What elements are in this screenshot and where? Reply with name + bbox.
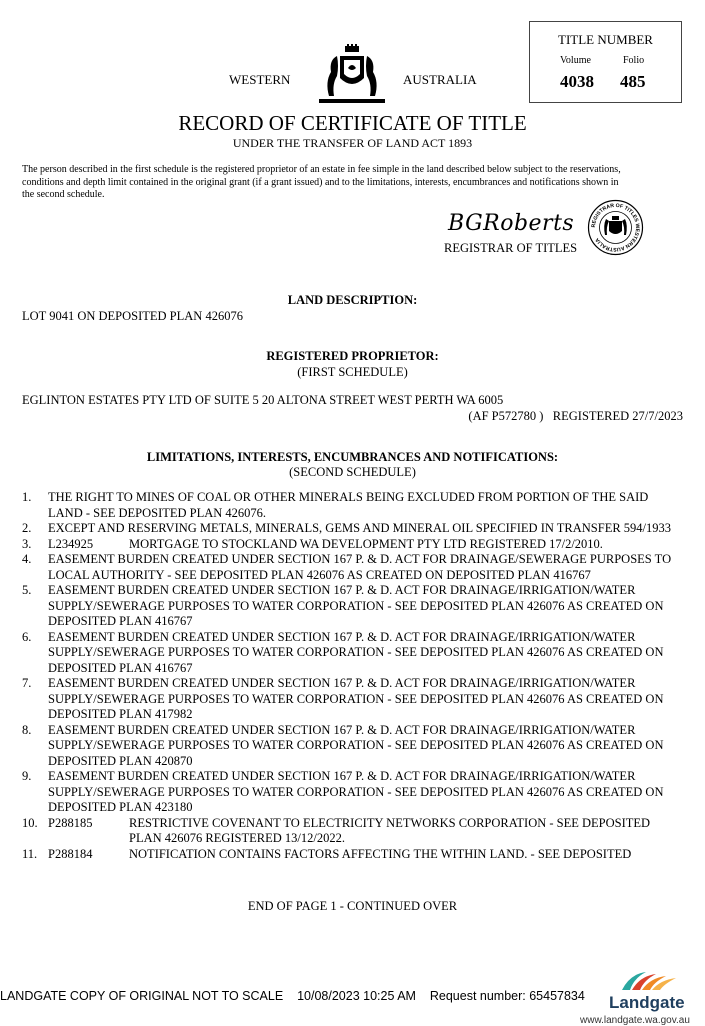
list-item [22,630,682,677]
item-number: 9. [22,769,32,783]
list-item [22,490,682,521]
item-text: EASEMENT BURDEN CREATED UNDER SECTION 167 P. & D. ACT FOR DRAINAGE/IRRIGATION/WATER SUPPLY/SEWERAGE PURPOSES TO WATER CORPORATION - SEE DEPOSITED PLAN 426076 AS CREATED ON DEPOSITED PLAN 423180 [48,769,664,814]
proprietor-name: EGLINTON ESTATES PTY LTD OF SUITE 5 20 ALTONA STREET WEST PERTH WA 6005 [22,393,504,407]
item-number: 4. [22,552,32,566]
header-western: WESTERN [229,72,291,87]
intro-paragraph: The person described in the first schedule is the registered proprietor of an estate in fee simple in the land described below subject to the reservations, conditions and depth limit contained in the original grant (if a grant issued) and to the limitations, interests, encumbrances and notifications shown in the second schedule. [22,164,621,200]
item-text: RESTRICTIVE COVENANT TO ELECTRICITY NETWORKS CORPORATION - SEE DEPOSITED PLAN 426076 REGISTERED 13/12/2022. [129,815,651,845]
folio-value: 485 [620,72,646,91]
item-number: 2. [22,521,32,535]
item-number: 5. [22,583,32,597]
item-number: 1. [22,490,32,504]
item-text: THE RIGHT TO MINES OF COAL OR OTHER MINERALS BEING EXCLUDED FROM PORTION OF THE SAID LAND - SEE DEPOSITED PLAN 426076. [48,490,649,520]
item-text: MORTGAGE TO STOCKLAND WA DEVELOPMENT PTY LTD REGISTERED 17/2/2010. [129,536,603,551]
request-number: Request number: 65457834 [429,989,585,1003]
encumbrance-list [22,490,682,862]
item-number: 3. [22,536,32,551]
proprietor-heading: REGISTERED PROPRIETOR: [266,349,439,363]
landgate-url[interactable]: www.landgate.wa.gov.au [580,1015,690,1026]
list-item [22,847,682,863]
print-datetime: 10/08/2023 10:25 AM [297,989,416,1003]
item-number: 11. [22,846,38,861]
header-australia: AUSTRALIA [403,72,477,87]
item-document-number: P288184 [48,846,93,861]
volume-label: Volume [560,55,591,66]
proprietor-registration: (AF P572780 ) REGISTERED 27/7/2023 [468,409,683,423]
schedule2-subheading: (SECOND SCHEDULE) [289,465,416,479]
item-text: EASEMENT BURDEN CREATED UNDER SECTION 167 P. & D. ACT FOR DRAINAGE/IRRIGATION/WATER SUPPLY/SEWERAGE PURPOSES TO WATER CORPORATION - SEE DEPOSITED PLAN 426076 AS CREATED ON DEPOSITED PLAN 416767 [48,629,664,675]
registrar-title: REGISTRAR OF TITLES [444,241,578,255]
item-text: EASEMENT BURDEN CREATED UNDER SECTION 167 P. & D. ACT FOR DRAINAGE/IRRIGATION/WATER SUPPLY/SEWERAGE PURPOSES TO WATER CORPORATION - SEE DEPOSITED PLAN 426076 AS CREATED ON DEPOSITED PLAN 420870 [48,722,664,768]
coat-of-arms-icon [313,44,391,106]
document-subtitle: UNDER THE TRANSFER OF LAND ACT 1893 [232,136,473,150]
item-document-number: P288185 [48,815,93,830]
landgate-brand: Landgate [609,993,685,1012]
landgate-logo-icon [620,970,682,992]
item-text: EASEMENT BURDEN CREATED UNDER SECTION 167 P. & D. ACT FOR DRAINAGE/IRRIGATION/WATER SUPPLY/SEWERAGE PURPOSES TO WATER CORPORATION - SEE DEPOSITED PLAN 426076 AS CREATED ON DEPOSITED PLAN 417982 [48,676,664,721]
item-number: 6. [22,629,32,644]
title-number-box [529,21,682,103]
registrar-seal-icon [587,199,644,256]
schedule2-heading: LIMITATIONS, INTERESTS, ENCUMBRANCES AND NOTIFICATIONS: [146,450,559,464]
end-of-page-note: END OF PAGE 1 - CONTINUED OVER [247,899,458,913]
list-item [22,552,682,583]
copy-notice: LANDGATE COPY OF ORIGINAL NOT TO SCALE [0,989,284,1003]
list-item [22,583,682,630]
list-item [22,723,682,770]
item-number: 10. [22,815,38,830]
item-text: NOTIFICATION CONTAINS FACTORS AFFECTING THE WITHIN LAND. - SEE DEPOSITED [129,846,632,861]
land-description-heading: LAND DESCRIPTION: [287,293,418,307]
document-title: RECORD OF CERTIFICATE OF TITLE [178,111,527,135]
item-document-number: L234925 [48,536,94,551]
item-text: EASEMENT BURDEN CREATED UNDER SECTION 167 P. & D. ACT FOR DRAINAGE/SEWERAGE PURPOSES TO LOCAL AUTHORITY - SEE DEPOSITED PLAN 426076 AS CREATED ON DEPOSITED PLAN 416767 [48,552,672,582]
footer-line [0,989,585,1003]
list-item [22,676,682,723]
seal-text: REGISTRAR OF TITLES WESTERN AUSTRALIA [590,202,641,253]
item-number: 7. [22,676,32,690]
folio-label: Folio [623,55,645,66]
item-text: EASEMENT BURDEN CREATED UNDER SECTION 167 P. & D. ACT FOR DRAINAGE/IRRIGATION/WATER SUPPLY/SEWERAGE PURPOSES TO WATER CORPORATION - SEE DEPOSITED PLAN 426076 AS CREATED ON DEPOSITED PLAN 416767 [48,583,664,628]
list-item [22,769,682,816]
registrar-signature: BGRoberts [448,211,575,236]
item-number: 8. [22,722,32,737]
list-item [22,816,682,847]
proprietor-subheading: (FIRST SCHEDULE) [297,365,408,379]
volume-value: 4038 [560,72,594,91]
list-item [22,537,682,553]
title-number-label: TITLE NUMBER [558,32,653,47]
list-item [22,521,682,537]
land-description-text: LOT 9041 ON DEPOSITED PLAN 426076 [22,309,243,323]
item-text: EXCEPT AND RESERVING METALS, MINERALS, GEMS AND MINERAL OIL SPECIFIED IN TRANSFER 594/1933 [48,521,672,535]
